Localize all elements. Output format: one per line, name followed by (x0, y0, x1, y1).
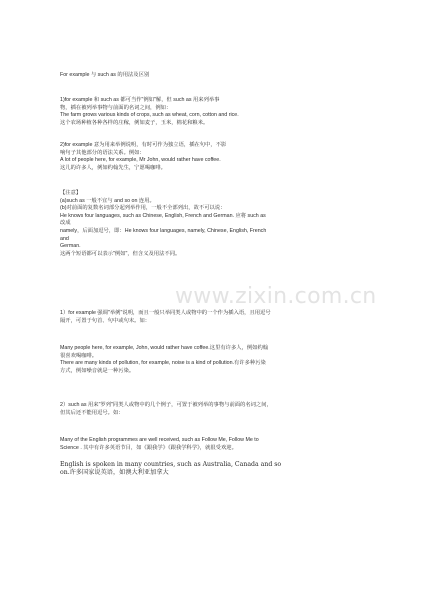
paragraph-4: 1）for example 强调"举例"说明，而且一般只举同类人或物中的一个作为插入语，且用逗号 隔开，可置于句首、句中或句末。如： (60, 310, 271, 324)
watermark: www.zixin.com.cn (175, 284, 377, 309)
paragraph-6: 2）such as 用来"罗列"同类人或物中的几个例子，可置于被列举的事物与前面的名词之间， 但其后还不能用逗号。如： (60, 402, 272, 416)
paragraph-7: Many of the English programmes are well received, such as Follow Me, Follow Me to Science . 其中有许多英语节目，如《跟我学》《跟我学科学》，就很受欢迎。 (60, 437, 259, 451)
paragraph-5: Many people here, for example, John, would rather have coffee.这里有许多人，例如约翰 很喜欢喝咖啡。 There are many kinds of pollution, for example, noise is a kind of pollution.有许多种污染 方式，例如噪音就是一种污染。 (60, 345, 269, 374)
document-title: For example 与 such as 的用法及区别 (60, 72, 150, 78)
paragraph-8: English is spoken in many countries, such as Australia, Canada and so on.许多国家说英语，如澳大利亚加拿大 (60, 461, 282, 477)
paragraph-1: 1)for example 和 such as 都可当作"例如"解，但 such as 用来列举事 物，插在被列举事物与前面的名词之间，例如： The farm grows various kinds of crops, such as wheat, corn, cotton and rice. 这个农场种植各种各样的庄稼，例如麦子，玉米，棉花和粮米。 (60, 97, 239, 126)
paragraph-2: 2)for example 意为用来举例说明，有时可作为独立语，插在句中，不影 响句子其他部分的语法关系。例如： A lot of people here, for example, Mr John, would rather have coffee. 这儿的许多人，例如约翰先生，宁愿喝咖啡。 (60, 142, 227, 171)
paragraph-3-note: 【注意】 (a)such as 一般不宜与 and so on 连用。 (b)对前面的复数名词部分起列举作用，一般不全部列出，故不可以说： He knows four languages, such as Chinese, English, French and German. 应将 such as 改成 namely，后面加逗号，即：He knows four languages, namely, Chinese, English, French and German. 这两个短语都可以表示"例如"，但含义及用法不同。 (60, 190, 267, 257)
